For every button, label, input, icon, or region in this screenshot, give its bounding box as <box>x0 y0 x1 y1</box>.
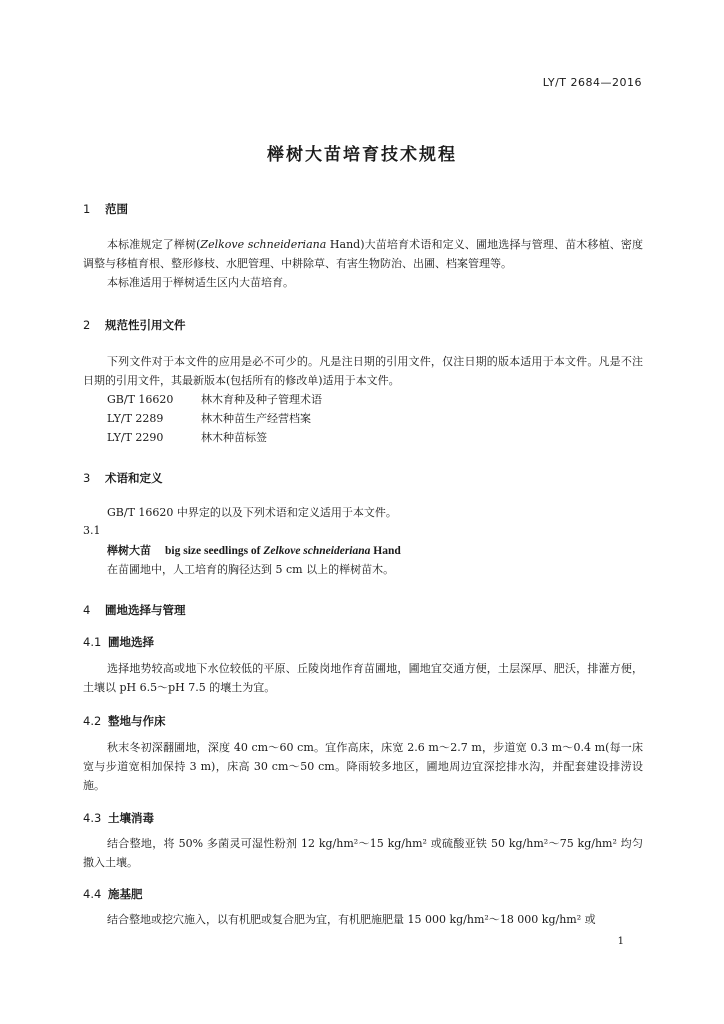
page-number: 1 <box>617 936 624 947</box>
section-number: 1 <box>83 202 91 216</box>
section-1-heading <box>83 201 128 217</box>
subsection-title: 施基肥 <box>108 887 143 901</box>
subsection-4-4-heading <box>83 886 143 902</box>
reference-item: GB/T 16620 林木育种及种子管理术语 <box>107 393 322 406</box>
subsection-4-4-text: 结合整地或挖穴施入，以有机肥或复合肥为宜，有机肥施肥量 15 000 kg/hm²～18 000 kg/hm² 或 <box>107 913 596 926</box>
document-title: 榉树大苗培育技术规程 <box>267 145 457 165</box>
subsection-4-3-heading <box>83 810 154 826</box>
reference-item: LY/T 2290 林木种苗标签 <box>107 431 267 444</box>
subsection-number: 4.2 <box>83 714 102 728</box>
term-heading: 榉树大苗 big size seedlings of Zelkove schneideriana Hand <box>107 544 401 557</box>
subsection-4-1-heading <box>83 634 154 650</box>
section-number: 4 <box>83 603 91 617</box>
standard-code: LY/T 2684—2016 <box>542 76 642 89</box>
section-number: 3 <box>83 471 91 485</box>
term-definition: 在苗圃地中，人工培育的胸径达到 5 cm 以上的榉树苗木。 <box>107 563 395 576</box>
subsection-number: 4.1 <box>83 635 102 649</box>
subsection-title: 土壤消毒 <box>108 811 154 825</box>
section-4-heading <box>83 602 186 618</box>
section-1-paragraph-1: 本标准规定了榉树(Zelkove schneideriana Hand)大苗培育术语和定义、圃地选择与管理、苗木移植、密度调整与移植育根、整形修枝、水肥管理、中耕除草、有害生物防治、出圃、档案管理等。 <box>83 238 643 270</box>
subsection-number: 4.3 <box>83 811 102 825</box>
subsection-4-3-text: 结合整地，将 50% 多菌灵可湿性粉剂 12 kg/hm²～15 kg/hm² 或硫酸亚铁 50 kg/hm²～75 kg/hm² 均匀撒入土壤。 <box>83 837 643 869</box>
section-title: 术语和定义 <box>105 471 163 485</box>
subsection-4-2-text: 秋末冬初深翻圃地，深度 40 cm～60 cm。宜作高床，床宽 2.6 m～2.7 m，步道宽 0.3 m～0.4 m(每一床宽与步道宽相加保持 3 m)，床高 30 cm～50 cm。降雨较多地区，圃地周边宜深挖排水沟，并配套建设排涝设施。 <box>83 741 643 792</box>
section-number: 2 <box>83 318 91 332</box>
reference-item: LY/T 2289 林木种苗生产经营档案 <box>107 412 311 425</box>
section-3-heading <box>83 470 163 486</box>
subsection-4-2-heading <box>83 713 166 729</box>
subsection-number: 4.4 <box>83 887 102 901</box>
subsection-title: 整地与作床 <box>108 714 166 728</box>
subsection-title: 圃地选择 <box>108 635 154 649</box>
section-title: 规范性引用文件 <box>105 318 186 332</box>
section-2-paragraph-1: 下列文件对于本文件的应用是必不可少的。凡是注日期的引用文件，仅注日期的版本适用于本文件。凡是不注日期的引用文件，其最新版本(包括所有的修改单)适用于本文件。 <box>83 355 643 387</box>
section-2-heading <box>83 317 186 333</box>
section-1-paragraph-2: 本标准适用于榉树适生区内大苗培育。 <box>107 276 294 289</box>
section-title: 圃地选择与管理 <box>105 603 186 617</box>
term-number: 3.1 <box>83 524 101 537</box>
section-title: 范围 <box>105 202 128 216</box>
section-3-paragraph-1: GB/T 16620 中界定的以及下列术语和定义适用于本文件。 <box>107 506 397 519</box>
subsection-4-1-text: 选择地势较高或地下水位较低的平原、丘陵岗地作育苗圃地，圃地宜交通方便，土层深厚、肥沃，排灌方便，土壤以 pH 6.5～pH 7.5 的壤土为宜。 <box>83 662 643 694</box>
